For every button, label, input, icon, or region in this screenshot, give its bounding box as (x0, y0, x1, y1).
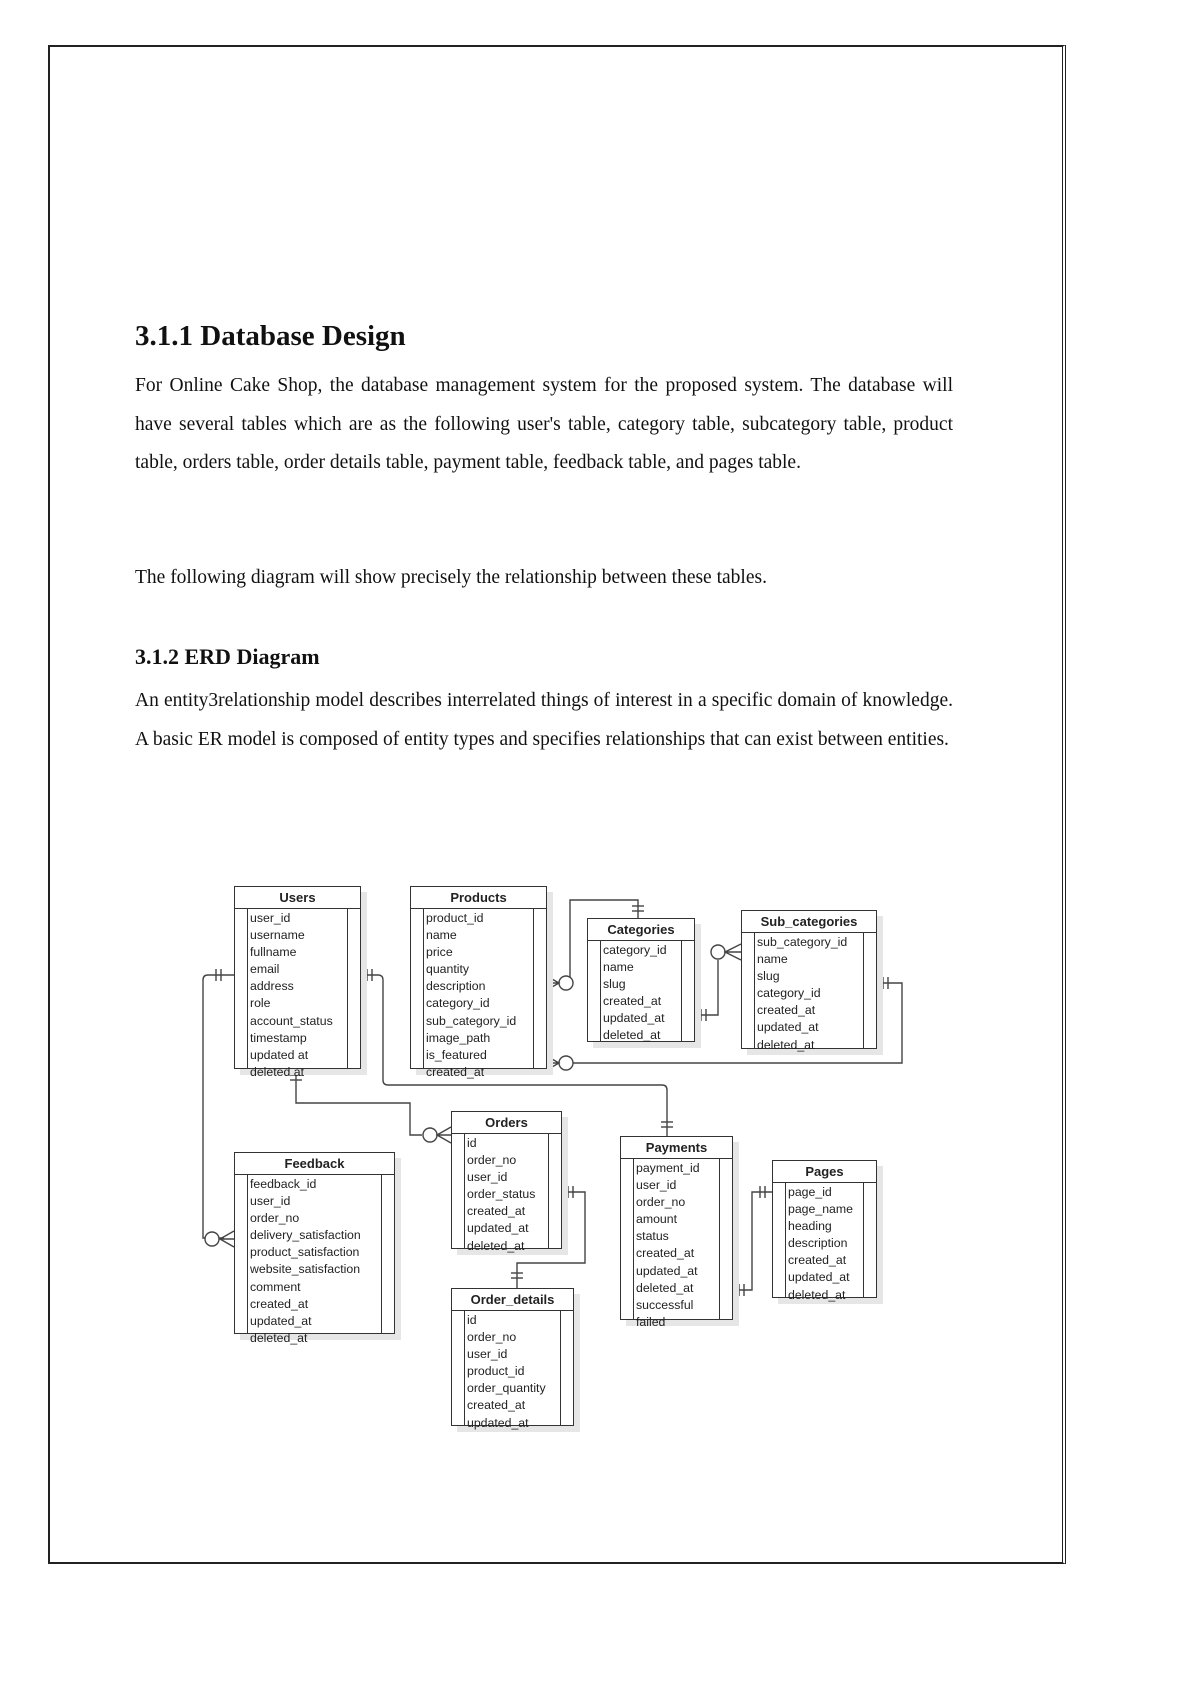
entity-field: user_id (467, 1347, 508, 1362)
entity-field: created_at (636, 1246, 695, 1261)
entity-field: order_no (636, 1195, 686, 1210)
entity-field: updated_at (603, 1011, 665, 1026)
entity-field: feedback_id (250, 1177, 317, 1191)
entity-field: deleted_at (636, 1280, 694, 1295)
entity-title: Categories (588, 919, 694, 941)
entity-fields (742, 933, 876, 1052)
entity-field: page_name (788, 1202, 853, 1217)
entity-field: updated_at (250, 1313, 312, 1328)
entity-payments (620, 1136, 733, 1329)
entity-field: name (603, 960, 634, 975)
entity-title: Products (411, 887, 546, 909)
entity-field: role (250, 996, 271, 1011)
entity-field: amount (636, 1212, 678, 1227)
section-heading-database-design: 3.1.1 Database Design (135, 320, 406, 352)
entity-field: user_id (636, 1178, 677, 1193)
entity-field: deleted at (250, 1064, 305, 1079)
entity-field: heading (788, 1219, 832, 1234)
entity-field: status (636, 1229, 669, 1244)
entity-field: created_at (467, 1398, 526, 1413)
entity-fields (235, 909, 360, 1079)
entity-field: deleted_at (788, 1287, 846, 1302)
entity-field: sub_category_id (426, 1013, 517, 1028)
entity-feedback (234, 1152, 395, 1345)
entity-field: timestamp (250, 1030, 307, 1045)
relation-users-feedback (203, 969, 234, 1247)
entity-field: order_no (467, 1330, 517, 1345)
entity-field: updated_at (788, 1270, 850, 1285)
entity-field: name (757, 952, 788, 967)
entity-title: Feedback (235, 1153, 394, 1175)
entity-field: delivery_satisfaction (250, 1228, 361, 1243)
entity-title: Pages (773, 1161, 876, 1183)
entity-categories (587, 918, 695, 1042)
entity-field: price (426, 945, 453, 960)
entity-field: order_no (467, 1153, 517, 1168)
entity-title: Users (235, 887, 360, 909)
entity-field: address (250, 979, 294, 994)
entity-field: order_no (250, 1211, 300, 1226)
entity-field: updated_at (636, 1263, 698, 1278)
entity-field: page_id (788, 1185, 832, 1199)
entity-field: user_id (250, 1194, 291, 1209)
entity-field: successful (636, 1297, 694, 1312)
entity-field: updated_at (467, 1221, 529, 1236)
entity-field: comment (250, 1279, 301, 1294)
entity-fields (411, 909, 546, 1079)
entity-field: quantity (426, 962, 470, 977)
paragraph-diagram-intro: The following diagram will show precisely the relationship between these tables. (135, 567, 767, 588)
entity-field: product_id (467, 1364, 525, 1379)
entity-products (410, 886, 547, 1079)
entity-users (234, 886, 361, 1079)
entity-fields (235, 1175, 394, 1345)
entity-pages (772, 1160, 877, 1302)
entity-field: deleted_at (467, 1238, 525, 1253)
paragraph-erd-description: An entity3relationship model describes interrelated things of interest in a specific domain of knowledge. A basic ER model is composed of entity types and specifies relationships that can exist between entities. (135, 690, 953, 750)
relation-categories-subcategories (693, 944, 741, 1021)
entity-title: Orders (452, 1112, 561, 1134)
entity-order-details (451, 1288, 574, 1430)
section-heading-erd-diagram: 3.1.2 ERD Diagram (135, 644, 320, 669)
entity-field: image_path (426, 1030, 491, 1045)
entity-title: Order_details (452, 1289, 573, 1311)
entity-field: created_at (426, 1064, 485, 1079)
entity-field: product_id (426, 911, 484, 925)
entity-title: Sub_categories (742, 911, 876, 933)
entity-field: created_at (603, 994, 662, 1009)
entity-sub-categories (741, 910, 877, 1052)
entity-orders (451, 1111, 562, 1253)
entity-field: deleted_at (757, 1037, 815, 1052)
entity-field: name (426, 928, 457, 943)
entity-field: description (426, 979, 486, 994)
entity-title: Payments (621, 1137, 732, 1159)
entity-fields (773, 1183, 876, 1302)
entity-field: user_id (467, 1170, 508, 1185)
entity-field: description (788, 1236, 848, 1251)
entity-fields (588, 941, 694, 1041)
entity-fields (452, 1311, 573, 1430)
entity-field: account_status (250, 1013, 333, 1028)
entity-field: updated at (250, 1047, 309, 1062)
entity-field: category_id (757, 986, 821, 1001)
entity-field: created_at (757, 1003, 816, 1018)
entity-field: deleted_at (250, 1330, 308, 1345)
entity-field: sub_category_id (757, 935, 848, 949)
entity-field: is_featured (426, 1047, 487, 1062)
paragraph-database-intro: For Online Cake Shop, the database management system for the proposed system. The database will have several tables which are as the following user's table, category table, subcategory table, product table, orders table, order details table, payment table, feedback table, and pages table. (135, 375, 953, 473)
entity-field: payment_id (636, 1161, 700, 1175)
entity-fields (621, 1159, 732, 1329)
entity-field: email (250, 962, 280, 977)
entity-field: user_id (250, 911, 291, 925)
relation-payments-pages (731, 1186, 772, 1296)
entity-fields (452, 1134, 561, 1253)
entity-field: id (467, 1136, 477, 1150)
entity-field: deleted_at (603, 1028, 661, 1043)
entity-field: created_at (788, 1253, 847, 1268)
entity-field: category_id (426, 996, 490, 1011)
entity-field: category_id (603, 943, 667, 957)
entity-field: created_at (467, 1204, 526, 1219)
entity-field: website_satisfaction (250, 1262, 361, 1277)
entity-field: id (467, 1313, 477, 1327)
entity-field: slug (603, 977, 626, 992)
entity-field: failed (636, 1314, 666, 1329)
entity-field: updated_at (757, 1020, 819, 1035)
entity-field: fullname (250, 945, 297, 960)
entity-field: product_satisfaction (250, 1245, 360, 1260)
entity-field: order_status (467, 1187, 536, 1202)
entity-field: username (250, 928, 305, 943)
entity-field: slug (757, 969, 780, 984)
entity-field: created_at (250, 1296, 309, 1311)
entity-field: updated_at (467, 1415, 529, 1430)
entity-field: order_quantity (467, 1381, 546, 1396)
